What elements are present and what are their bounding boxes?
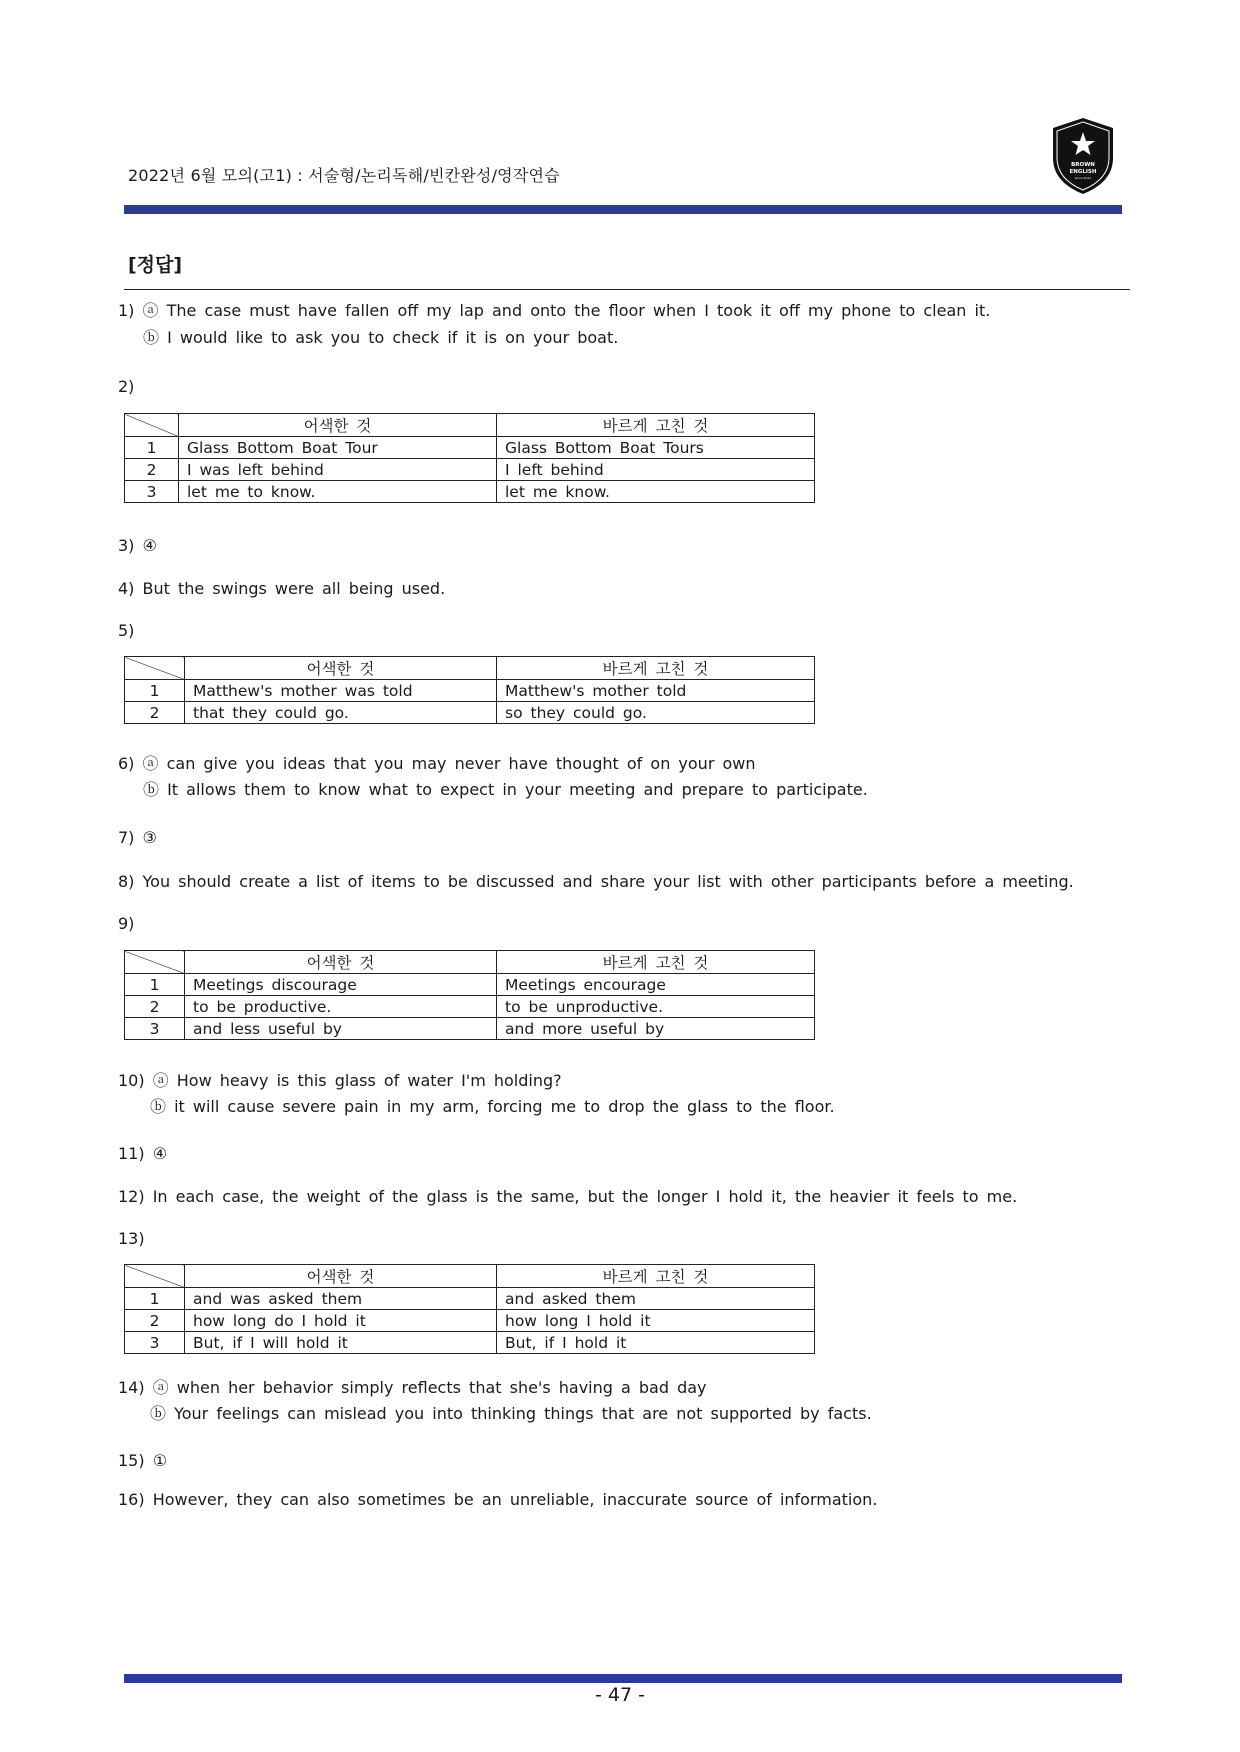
- answer-14a: 14) ⓐ when her behavior simply reflects that she's having a bad day: [118, 1378, 707, 1397]
- right-cell: so they could go.: [497, 702, 815, 724]
- answer-4: 4) But the swings were all being used.: [118, 579, 446, 598]
- answer-9-table: [124, 950, 815, 1040]
- table-row: [125, 1018, 815, 1040]
- right-cell: Glass Bottom Boat Tours: [497, 437, 815, 459]
- table-row: [125, 481, 815, 503]
- right-cell: how long I hold it: [497, 1310, 815, 1332]
- row-number: 1: [125, 1288, 185, 1310]
- table-header-row: [125, 414, 815, 437]
- diagonal-cell: [125, 951, 185, 974]
- logo-text-since: since 2011: [1074, 176, 1092, 180]
- right-cell: and asked them: [497, 1288, 815, 1310]
- answer-10a: 10) ⓐ How heavy is this glass of water I'm holding?: [118, 1071, 562, 1090]
- answer-7: 7) ③: [118, 828, 157, 847]
- right-cell: and more useful by: [497, 1018, 815, 1040]
- answer-14b: ⓑ Your feelings can mislead you into thinking things that are not supported by facts.: [150, 1404, 872, 1423]
- answer-3: 3) ④: [118, 536, 157, 555]
- table-header-row: [125, 951, 815, 974]
- wrong-cell: and less useful by: [185, 1018, 497, 1040]
- table-header-row: [125, 1265, 815, 1288]
- logo-text-brown: BROWN: [1071, 162, 1095, 168]
- right-cell: to be unproductive.: [497, 996, 815, 1018]
- diagonal-cell: [125, 1265, 185, 1288]
- header-wrong: 어색한 것: [185, 657, 497, 680]
- right-cell: Meetings encourage: [497, 974, 815, 996]
- table-row: [125, 459, 815, 481]
- table-row: [125, 974, 815, 996]
- table-row: [125, 1332, 815, 1354]
- section-title: [정답]: [128, 254, 183, 276]
- table-row: [125, 996, 815, 1018]
- table-row: [125, 437, 815, 459]
- answer-11: 11) ④: [118, 1144, 168, 1163]
- row-number: 1: [125, 680, 185, 702]
- answer-12: 12) In each case, the weight of the glass is the same, but the longer I hold it, the heavier it feels to me.: [118, 1187, 1018, 1206]
- wrong-cell: and was asked them: [185, 1288, 497, 1310]
- right-cell: let me know.: [497, 481, 815, 503]
- right-cell: Matthew's mother told: [497, 680, 815, 702]
- table-row: [125, 1288, 815, 1310]
- row-number: 2: [125, 459, 179, 481]
- header-wrong: 어색한 것: [185, 1265, 497, 1288]
- table-row: [125, 1310, 815, 1332]
- table-row: [125, 680, 815, 702]
- answer-15: 15) ①: [118, 1451, 168, 1470]
- header-right: 바르게 고친 것: [497, 951, 815, 974]
- wrong-cell: that they could go.: [185, 702, 497, 724]
- header-title: 2022년 6월 모의(고1) : 서술형/논리독해/빈칸완성/영작연습: [128, 166, 560, 185]
- header-right: 바르게 고친 것: [497, 414, 815, 437]
- wrong-cell: I was left behind: [179, 459, 497, 481]
- row-number: 3: [125, 1332, 185, 1354]
- section-divider: [124, 289, 1130, 290]
- answer-16: 16) However, they can also sometimes be an unreliable, inaccurate source of information.: [118, 1490, 878, 1509]
- answer-8: 8) You should create a list of items to be discussed and share your list with other participants before a meeting.: [118, 872, 1074, 891]
- answer-6a: 6) ⓐ can give you ideas that you may never have thought of on your own: [118, 754, 756, 773]
- answer-5-table: [124, 656, 815, 724]
- wrong-cell: Matthew's mother was told: [185, 680, 497, 702]
- logo-text-english: ENGLISH: [1069, 169, 1097, 175]
- answer-10b: ⓑ it will cause severe pain in my arm, forcing me to drop the glass to the floor.: [150, 1097, 835, 1116]
- footer-bar: [124, 1674, 1122, 1683]
- header-right: 바르게 고친 것: [497, 1265, 815, 1288]
- answer-1b: ⓑ I would like to ask you to check if it is on your boat.: [143, 328, 619, 347]
- header-right: 바르게 고친 것: [497, 657, 815, 680]
- answer-1a: 1) ⓐ The case must have fallen off my lap and onto the floor when I took it off my phone to clean it.: [118, 301, 991, 320]
- wrong-cell: Meetings discourage: [185, 974, 497, 996]
- brown-english-logo: [1050, 116, 1116, 196]
- right-cell: I left behind: [497, 459, 815, 481]
- answer-13-table: [124, 1264, 815, 1354]
- table-header-row: [125, 657, 815, 680]
- row-number: 3: [125, 1018, 185, 1040]
- row-number: 2: [125, 702, 185, 724]
- diagonal-cell: [125, 414, 179, 437]
- table-row: [125, 702, 815, 724]
- page-number: - 47 -: [595, 1684, 645, 1706]
- row-number: 1: [125, 437, 179, 459]
- answer-6b: ⓑ It allows them to know what to expect in your meeting and prepare to participate.: [143, 780, 868, 799]
- row-number: 2: [125, 996, 185, 1018]
- row-number: 2: [125, 1310, 185, 1332]
- wrong-cell: Glass Bottom Boat Tour: [179, 437, 497, 459]
- wrong-cell: But, if I will hold it: [185, 1332, 497, 1354]
- wrong-cell: let me to know.: [179, 481, 497, 503]
- answer-5-label: 5): [118, 621, 135, 640]
- header-wrong: 어색한 것: [185, 951, 497, 974]
- header-bar: [124, 205, 1122, 214]
- wrong-cell: how long do I hold it: [185, 1310, 497, 1332]
- answer-2-label: 2): [118, 377, 135, 396]
- row-number: 3: [125, 481, 179, 503]
- answer-2-table: [124, 413, 815, 503]
- header-wrong: 어색한 것: [179, 414, 497, 437]
- answer-9-label: 9): [118, 914, 135, 933]
- wrong-cell: to be productive.: [185, 996, 497, 1018]
- row-number: 1: [125, 974, 185, 996]
- diagonal-cell: [125, 657, 185, 680]
- answer-13-label: 13): [118, 1229, 145, 1248]
- right-cell: But, if I hold it: [497, 1332, 815, 1354]
